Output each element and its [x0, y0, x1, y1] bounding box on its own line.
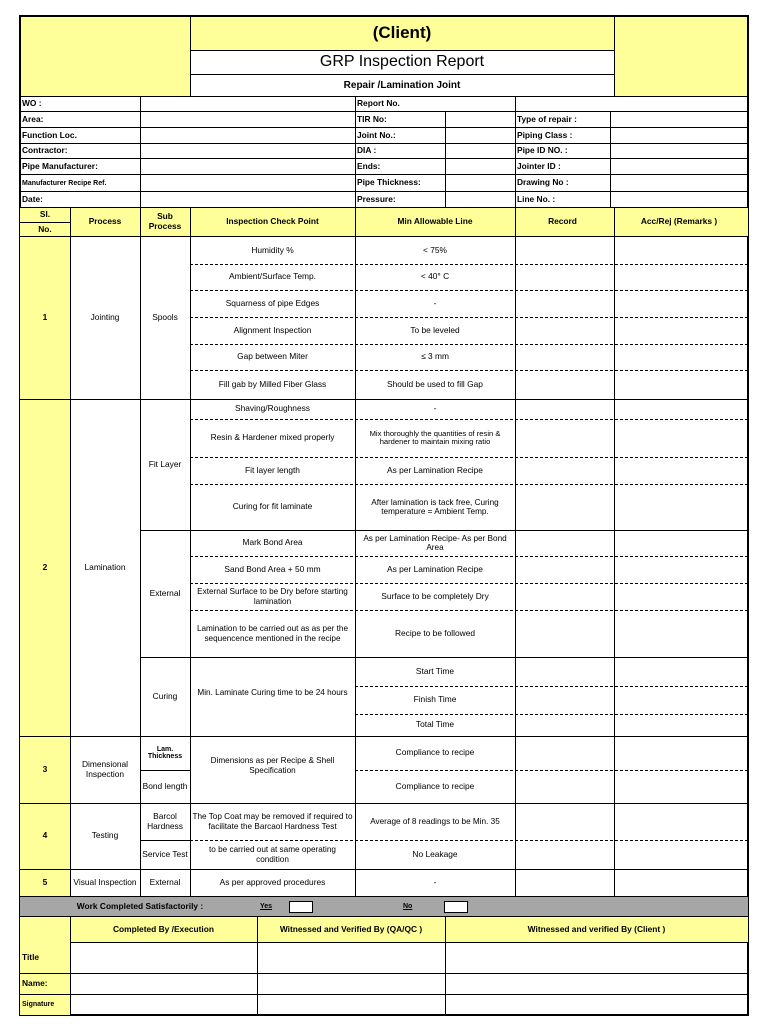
section-no: 3 [42, 763, 48, 774]
check-point: Fit layer length [245, 464, 300, 475]
min-line: - [433, 876, 437, 887]
check-point: External Surface to be Dry before starting lamination [197, 587, 348, 606]
info-mid-value[interactable] [445, 175, 515, 192]
min-line: Mix thoroughly the quantities of resin & hardener to maintain mixing ratio [369, 428, 501, 446]
section-line [140, 770, 190, 771]
info-left-label: WO : [20, 96, 140, 112]
check-point: Lamination to be carried out as as per the sequencence mentioned in the recipe [196, 624, 349, 643]
grid-line [20, 994, 748, 995]
col-min-line: Min Allowable Line [397, 216, 473, 227]
report-title: GRP Inspection Report [319, 53, 485, 70]
section-line [20, 803, 748, 804]
info-left-label: Area: [20, 112, 140, 128]
section-line [140, 657, 748, 658]
min-line: Average of 8 readings to be Min. 35 [370, 816, 500, 826]
section-process: Lamination [84, 561, 126, 572]
record-column[interactable] [515, 237, 614, 896]
grid-line [610, 112, 611, 207]
info-left-value[interactable] [140, 192, 355, 207]
section-no: 4 [42, 830, 48, 841]
row-line [190, 317, 748, 318]
info-mid-label: Report No. [355, 96, 445, 112]
header-divider [190, 74, 614, 75]
row-line [355, 714, 748, 715]
column-header-row [20, 207, 748, 237]
check-point: Resin & Hardener mixed properly [210, 432, 335, 443]
col-process: Process [88, 216, 122, 227]
info-mid-label: Pipe Thickness: [355, 175, 445, 192]
info-mid-value[interactable] [445, 144, 515, 159]
section-sub: Barcol Hardness [147, 810, 183, 831]
no-label: No [403, 903, 413, 910]
grid-line [515, 96, 516, 896]
section-line [20, 399, 748, 400]
check-point: Squarness of pipe Edges [225, 297, 320, 308]
min-line: Compliance to recipe [395, 747, 475, 758]
min-line: As per Lamination Recipe- As per Bond Area [363, 533, 507, 552]
min-line: Should be used to fill Gap [387, 378, 483, 389]
info-left-value[interactable] [140, 112, 355, 128]
grid-line [140, 207, 141, 896]
grid-line [70, 917, 71, 1015]
section-line [20, 869, 748, 870]
info-left-label: Date: [22, 193, 43, 204]
info-left-value[interactable] [140, 144, 355, 159]
grid-line [20, 973, 748, 974]
info-mid-label: TIR No: [355, 112, 445, 128]
info-right-label: Drawing No : [515, 175, 610, 192]
row-line [190, 556, 748, 557]
check-point: Sand Bond Area + 50 mm [224, 563, 321, 574]
signoff-row-label: Signature [22, 1001, 55, 1008]
check-point: Shaving/Roughness [235, 403, 310, 414]
check-point: Ambient/Surface Temp. [229, 271, 316, 282]
info-mid-value[interactable] [445, 96, 515, 112]
report-subtitle: Repair /Lamination Joint [343, 79, 461, 91]
section-sub: Lam. Thickness [147, 746, 183, 760]
col-no: No. [20, 222, 70, 236]
header-divider [190, 16, 191, 96]
min-line: < 40° C [420, 271, 450, 282]
section-line [20, 736, 748, 737]
header-divider [614, 16, 615, 96]
col-sub-process: Sub Process [148, 211, 182, 231]
section-no: 1 [42, 312, 48, 323]
grid-line [445, 112, 446, 207]
signoff-header-client: Witnessed and verified By (Client ) [527, 923, 666, 934]
col-sl: Sl. [39, 209, 51, 220]
no-checkbox[interactable] [444, 901, 468, 913]
min-line: Total Time [415, 719, 455, 730]
section-sub: External [149, 876, 181, 887]
row-line [190, 419, 748, 420]
grid-line [190, 207, 191, 896]
section-no: 5 [42, 876, 48, 887]
row-line [355, 686, 748, 687]
info-right-label: Piping Class : [515, 128, 610, 144]
grid-line [257, 917, 258, 1015]
info-mid-label: Ends: [355, 159, 445, 175]
section-process: Visual Inspection [73, 876, 137, 887]
min-line: To be leveled [410, 324, 460, 335]
row-line [190, 344, 748, 345]
min-line: Surface to be completely Dry [381, 590, 489, 601]
section-process: Dimensional Inspection [81, 758, 129, 779]
check-point: Fill gab by Milled Fiber Glass [218, 378, 327, 389]
info-mid-label: Pressure: [357, 193, 396, 204]
info-right-label: Pipe ID NO. : [515, 144, 610, 159]
row-line [190, 290, 748, 291]
check-point: The Top Coat may be removed if required to facilitate the Barcaol Hardness Test [192, 812, 353, 831]
min-line: - [433, 403, 437, 414]
min-line: Finish Time [413, 694, 457, 705]
min-line: - [433, 297, 437, 308]
signoff-row-label: Name: [22, 977, 48, 988]
row-line [355, 770, 748, 771]
col-check-point: Inspection Check Point [226, 216, 319, 227]
info-mid-value[interactable] [445, 128, 515, 144]
row-line [190, 583, 748, 584]
grid-line [70, 207, 71, 896]
section-line [140, 840, 190, 841]
min-line: As per Lamination Recipe [387, 563, 483, 574]
info-right-label: Type of repair : [515, 112, 610, 128]
info-right-value[interactable] [610, 144, 748, 159]
section-sub: External [149, 587, 181, 598]
section-sub: Curing [152, 690, 178, 701]
info-mid-label: DIA : [355, 144, 445, 159]
signoff-client-cell[interactable] [446, 944, 748, 1015]
info-right-label [515, 96, 610, 112]
info-grid [20, 96, 748, 207]
info-right-value[interactable] [610, 112, 748, 128]
min-line: After lamination is tack free, Curing temperature = Ambient Temp. [371, 497, 499, 516]
check-point: Alignment Inspection [233, 324, 312, 335]
section-sub: Service Test [142, 848, 188, 859]
section-sub: Bond length [142, 780, 188, 791]
info-left-value[interactable] [140, 128, 355, 144]
info-left-label: Function Loc. [20, 128, 140, 144]
signoff-header-execution: Completed By /Execution [113, 923, 214, 934]
row-line [190, 840, 748, 841]
info-right-value[interactable] [610, 96, 748, 112]
info-left-label: Contractor: [20, 144, 140, 159]
signoff-row-label: Title [22, 952, 40, 963]
min-line: Recipe to be followed [394, 627, 476, 638]
completion-bar [20, 896, 748, 917]
info-mid-value[interactable] [445, 159, 515, 175]
info-mid-value[interactable] [445, 192, 515, 207]
info-left-label: Manufacturer Recipe Ref. [20, 175, 140, 192]
info-left-value[interactable] [140, 159, 355, 175]
section-process: Testing [91, 830, 119, 841]
check-point: Gap between Miter [237, 351, 308, 362]
info-right-label: Line No. : [517, 193, 556, 204]
section-no: 2 [42, 561, 48, 572]
col-acc-rej: Acc/Rej (Remarks ) [640, 216, 718, 227]
signoff-header-row [70, 917, 748, 943]
grid-line [445, 917, 446, 1015]
check-point: As per approved procedures [219, 876, 326, 887]
info-mid-label: Joint No.: [355, 128, 445, 144]
yes-checkbox[interactable] [289, 901, 313, 913]
check-point: Humidity % [251, 244, 294, 255]
row-line [190, 457, 748, 458]
section-sub: Fit Layer [148, 458, 182, 469]
min-line: < 75% [423, 244, 447, 255]
info-right-value[interactable] [610, 175, 748, 192]
col-record: Record [548, 216, 577, 227]
info-left-value[interactable] [140, 96, 355, 112]
info-right-label: Jointer ID : [515, 159, 610, 175]
section-line [140, 530, 748, 531]
signoff-execution-cell[interactable] [71, 944, 257, 1015]
info-right-value[interactable] [610, 128, 748, 144]
row-line [190, 264, 748, 265]
info-right-value[interactable] [610, 192, 748, 207]
info-right-value[interactable] [610, 159, 748, 175]
header-divider [190, 50, 614, 51]
min-line: Start Time [415, 665, 455, 676]
min-line: ≤ 3 mm [421, 351, 449, 362]
min-line: Compliance to recipe [395, 780, 475, 791]
completion-label: Work Completed Satisfactorily : [76, 900, 204, 911]
signoff-header-qaqc: Witnessed and Verified By (QA/QC ) [279, 923, 423, 934]
grid-line [355, 96, 356, 896]
signoff-qaqc-cell[interactable] [258, 944, 445, 1015]
min-line: No Leakage [412, 848, 458, 859]
info-mid-value[interactable] [445, 112, 515, 128]
info-left-value[interactable] [140, 175, 355, 192]
min-line: As per Lamination Recipe [387, 464, 483, 475]
check-point: Min. Laminate Curing time to be 24 hours [197, 687, 348, 697]
grid-line [614, 207, 615, 896]
check-point: Curing for fit laminate [232, 501, 313, 512]
section-sub: Spools [152, 312, 178, 323]
row-line [190, 370, 748, 371]
row-line [190, 484, 748, 485]
client-title: (Client) [190, 16, 614, 50]
info-left-label: Pipe Manufacturer: [20, 159, 140, 175]
check-point: to be carried out at same operating condition [209, 845, 336, 864]
check-point: Mark Bond Area [242, 537, 303, 548]
check-point: Dimensions as per Recipe & Shell Specification [210, 756, 335, 775]
grid-line [140, 96, 141, 207]
yes-label: Yes [260, 903, 273, 910]
row-line [190, 610, 748, 611]
section-process: Jointing [90, 312, 120, 323]
acc-rej-column[interactable] [614, 237, 748, 896]
